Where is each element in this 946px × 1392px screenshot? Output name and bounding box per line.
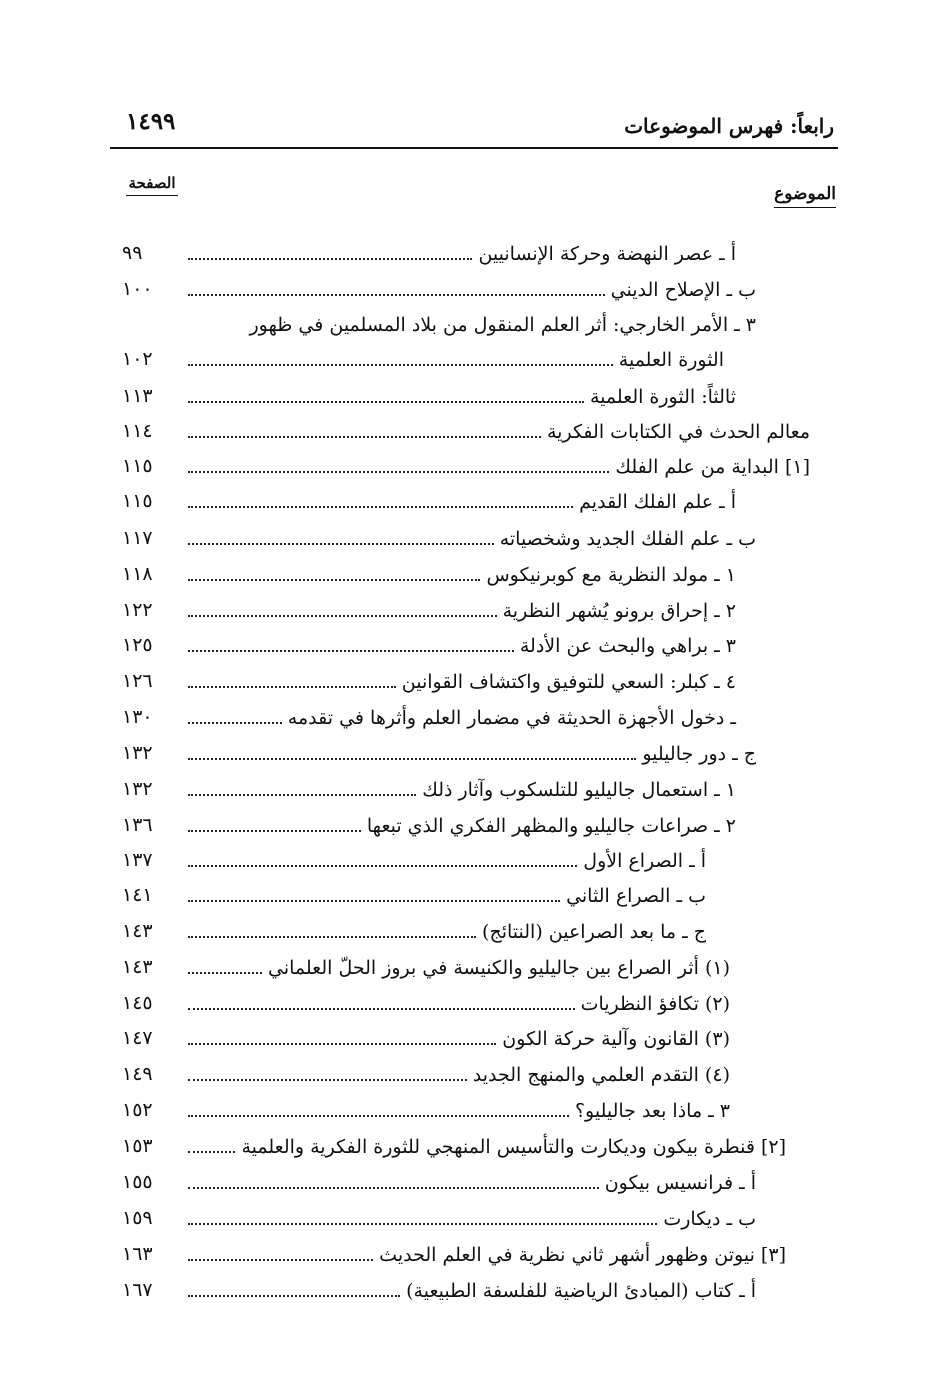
toc-entry-text bbox=[182, 420, 810, 443]
toc-entry-page: ١٣٦ bbox=[122, 814, 153, 836]
toc-entry-page: ١٦٣ bbox=[122, 1243, 153, 1265]
toc-entry-text bbox=[182, 1243, 786, 1266]
toc-entry-label: ـ دخول الأجهزة الحديثة في مضمار العلم وأثرها في تقدمه bbox=[287, 707, 736, 729]
toc-entry-page: ١٢٦ bbox=[122, 670, 153, 692]
toc-entry-page: ١١٥ bbox=[122, 455, 153, 477]
page-header-title: رابعاً: فهرس الموضوعات bbox=[624, 114, 834, 138]
toc-entry-leader-dots bbox=[188, 242, 472, 260]
toc-entry-page: ٩٩ bbox=[122, 242, 143, 264]
toc-entry-leader-dots bbox=[188, 599, 497, 617]
toc-entry-text bbox=[182, 242, 736, 265]
toc-entry-label: ٢ ـ إحراق برونو يُشهر النظرية bbox=[502, 600, 736, 622]
toc-entry bbox=[0, 814, 946, 848]
toc-entry-leader-dots bbox=[188, 920, 476, 938]
toc-entry bbox=[0, 1063, 946, 1097]
toc-entry-label: أ ـ كتاب (المبادئ الرياضية للفلسفة الطبيعية) bbox=[406, 1280, 756, 1302]
toc-entry-page: ١٤٣ bbox=[122, 920, 153, 942]
toc-entry bbox=[0, 278, 946, 312]
toc-entry-label: ب ـ علم الفلك الجديد وشخصياته bbox=[499, 528, 756, 550]
toc-entry-text bbox=[182, 278, 756, 301]
toc-entry-text bbox=[182, 670, 736, 693]
column-heading-topic: الموضوع bbox=[774, 184, 836, 208]
toc-entry-page: ١٤٣ bbox=[122, 956, 153, 978]
toc-entry bbox=[0, 992, 946, 1026]
toc-entry bbox=[0, 1135, 946, 1169]
toc-entry-text bbox=[182, 455, 810, 478]
toc-entry-page: ١١٤ bbox=[122, 420, 153, 442]
toc-entry-leader-dots bbox=[188, 706, 282, 724]
toc-entry-page: ١٦٧ bbox=[122, 1279, 153, 1301]
toc-entry-page: ١٣٠ bbox=[122, 706, 153, 728]
toc-entry-label: ٣ ـ ماذا بعد جاليليو؟ bbox=[574, 1100, 730, 1122]
toc-entry-page: ١٤٧ bbox=[122, 1027, 153, 1049]
toc-entry-label: (٤) التقدم العلمي والمنهج الجديد bbox=[472, 1064, 730, 1086]
toc-entry-leader-dots bbox=[188, 634, 514, 652]
toc-entry bbox=[0, 599, 946, 633]
toc-entry-text bbox=[182, 706, 736, 729]
toc-entry bbox=[0, 455, 946, 489]
toc-entry-label: أ ـ الصراع الأول bbox=[583, 850, 706, 872]
toc-entry-text bbox=[182, 1099, 730, 1122]
toc-entry bbox=[0, 742, 946, 776]
toc-entry bbox=[0, 242, 946, 276]
toc-entry-leader-dots bbox=[188, 849, 577, 867]
toc-entry-page: ١٤٩ bbox=[122, 1063, 153, 1085]
toc-entry-leader-dots bbox=[188, 1171, 599, 1189]
toc-entry-text bbox=[182, 527, 756, 550]
toc-entry-text bbox=[182, 778, 736, 801]
toc-entry-page: ١٣٢ bbox=[122, 742, 153, 764]
toc-entry-text bbox=[182, 920, 706, 943]
toc-entry-text bbox=[182, 634, 736, 657]
toc-entry-label: (٢) تكافؤ النظريات bbox=[580, 993, 730, 1015]
toc-entry-page: ١١٣ bbox=[122, 385, 153, 407]
toc-entry bbox=[0, 1027, 946, 1061]
toc-entry-label: (٣) القانون وآلية حركة الكون bbox=[502, 1028, 730, 1050]
toc-entry-text bbox=[182, 1135, 786, 1158]
toc-entry-leader-dots bbox=[188, 527, 494, 545]
toc-entry bbox=[0, 1279, 946, 1313]
toc-entry-text bbox=[182, 599, 736, 622]
toc-entry bbox=[0, 670, 946, 704]
toc-entry bbox=[0, 920, 946, 954]
toc-entry bbox=[0, 314, 946, 348]
toc-entry-label: [٢] قنطرة بيكون وديكارت والتأسيس المنهجي للثورة الفكرية والعلمية bbox=[241, 1136, 786, 1158]
toc-entry-text bbox=[182, 992, 730, 1015]
toc-entry-text bbox=[182, 490, 736, 513]
toc-entry-page: ١٤٥ bbox=[122, 992, 153, 1014]
toc-entry-leader-dots bbox=[188, 1135, 235, 1153]
toc-entry-text bbox=[182, 1171, 756, 1194]
toc-entry bbox=[0, 385, 946, 419]
toc-entry-label: ج ـ دور جاليليو bbox=[642, 743, 756, 765]
toc-entry-leader-dots bbox=[188, 1207, 657, 1225]
toc-entry-leader-dots bbox=[188, 670, 396, 688]
toc-entry-label: ٢ ـ صراعات جاليليو والمظهر الفكري الذي تبعها bbox=[366, 815, 736, 837]
toc-entry-leader-dots bbox=[188, 278, 605, 296]
toc-entry bbox=[0, 563, 946, 597]
toc-entry bbox=[0, 1243, 946, 1277]
toc-entry-label: أ ـ علم الفلك القديم bbox=[579, 491, 736, 513]
toc-entry-text bbox=[182, 1063, 730, 1086]
toc-entry-leader-dots bbox=[188, 420, 541, 438]
toc-entry-label: [١] البداية من علم الفلك bbox=[615, 456, 810, 478]
toc-entry-text bbox=[182, 884, 706, 907]
toc-entry-label: ٣ ـ براهي والبحث عن الأدلة bbox=[519, 635, 736, 657]
toc-entry bbox=[0, 348, 946, 382]
toc-entry bbox=[0, 1099, 946, 1133]
toc-entry-text bbox=[182, 1279, 756, 1302]
toc-entry-text bbox=[182, 956, 730, 979]
toc-entry-text bbox=[182, 1207, 756, 1230]
page-header-number: ١٤٩٩ bbox=[126, 108, 176, 135]
toc-entry bbox=[0, 1207, 946, 1241]
toc-entry-text bbox=[249, 314, 756, 336]
toc-entry-text bbox=[182, 348, 724, 371]
toc-entry-text bbox=[182, 385, 736, 408]
toc-entry-label: ب ـ الصراع الثاني bbox=[566, 885, 706, 907]
toc-entry-page: ١١٥ bbox=[122, 490, 153, 512]
toc-entry-page: ١١٨ bbox=[122, 563, 153, 585]
toc-entry bbox=[0, 634, 946, 668]
toc-entry-page: ١٢٥ bbox=[122, 634, 153, 656]
toc-entry-page: ١٥٢ bbox=[122, 1099, 153, 1121]
toc-entry bbox=[0, 420, 946, 454]
toc-entry bbox=[0, 884, 946, 918]
toc-entry-page: ١٥٥ bbox=[122, 1171, 153, 1193]
toc-entry-page: ١٥٩ bbox=[122, 1207, 153, 1229]
toc-entry-label: أ ـ فرانسيس بيكون bbox=[604, 1172, 756, 1194]
toc-entry-leader-dots bbox=[188, 1279, 400, 1297]
toc-entry-label: ثالثاً: الثورة العلمية bbox=[589, 386, 736, 408]
toc-entry-label: (١) أثر الصراع بين جاليليو والكنيسة في بروز الحلّ العلماني bbox=[267, 957, 730, 979]
toc-entry bbox=[0, 527, 946, 561]
toc-entry-leader-dots bbox=[188, 455, 609, 473]
toc-entry-label: ١ ـ استعمال جاليليو للتلسكوب وآثار ذلك bbox=[422, 779, 736, 801]
toc-entry-label: الثورة العلمية bbox=[618, 349, 724, 371]
toc-entry-label: ٣ ـ الأمر الخارجي: أثر العلم المنقول من بلاد المسلمين في ظهور bbox=[249, 314, 756, 336]
toc-entry-leader-dots bbox=[188, 563, 480, 581]
toc-entry-leader-dots bbox=[188, 348, 613, 366]
toc-entry-leader-dots bbox=[188, 1027, 496, 1045]
toc-entry bbox=[0, 849, 946, 883]
toc-entry-label: [٣] نيوتن وظهور أشهر ثاني نظرية في العلم الحديث bbox=[379, 1244, 786, 1266]
toc-entry-label: أ ـ عصر النهضة وحركة الإنسانيين bbox=[478, 243, 736, 265]
toc-entry-leader-dots bbox=[188, 1243, 373, 1261]
toc-entry-label: معالم الحدث في الكتابات الفكرية bbox=[546, 421, 810, 443]
toc-entry-page: ١٤١ bbox=[122, 884, 153, 906]
toc-entry-page: ١١٧ bbox=[122, 527, 153, 549]
toc-entry-page: ١٥٣ bbox=[122, 1135, 153, 1157]
toc-entry-leader-dots bbox=[188, 956, 262, 974]
toc-entry-leader-dots bbox=[188, 742, 636, 760]
toc-entry-leader-dots bbox=[188, 884, 560, 902]
toc-entry-page: ١٢٢ bbox=[122, 599, 153, 621]
toc-entry-leader-dots bbox=[188, 490, 573, 508]
toc-entry bbox=[0, 490, 946, 524]
toc-entry-leader-dots bbox=[188, 992, 575, 1010]
toc-entry-page: ١٣٢ bbox=[122, 778, 153, 800]
toc-entry bbox=[0, 1171, 946, 1205]
toc-entry-leader-dots bbox=[188, 814, 361, 832]
toc-entry-text bbox=[182, 814, 736, 837]
toc-entry-page: ١٠٠ bbox=[122, 278, 153, 300]
toc-entry-label: ٤ ـ كبلر: السعي للتوفيق واكتشاف القوانين bbox=[401, 671, 736, 693]
toc-entry bbox=[0, 956, 946, 990]
toc-entry-leader-dots bbox=[188, 385, 584, 403]
toc-entry-label: ١ ـ مولد النظرية مع كوبرنيكوس bbox=[486, 564, 736, 586]
toc-entry-label: ب ـ ديكارت bbox=[663, 1208, 756, 1230]
toc-entry-label: ب ـ الإصلاح الديني bbox=[610, 279, 756, 301]
toc-entry bbox=[0, 778, 946, 812]
toc-entry-text bbox=[182, 563, 736, 586]
toc-entry-page: ١٣٧ bbox=[122, 849, 153, 871]
toc-entry-text bbox=[182, 742, 756, 765]
toc-entry-text bbox=[182, 1027, 730, 1050]
toc-entry bbox=[0, 706, 946, 740]
toc-entry-leader-dots bbox=[188, 1099, 569, 1117]
toc-entry-leader-dots bbox=[188, 1063, 467, 1081]
toc-entry-text bbox=[182, 849, 706, 872]
column-heading-page: الصفحة bbox=[126, 174, 178, 196]
toc-entry-page: ١٠٢ bbox=[122, 348, 153, 370]
toc-entry-label: ج ـ ما بعد الصراعين (النتائج) bbox=[482, 921, 706, 943]
toc-entry-leader-dots bbox=[188, 778, 416, 796]
